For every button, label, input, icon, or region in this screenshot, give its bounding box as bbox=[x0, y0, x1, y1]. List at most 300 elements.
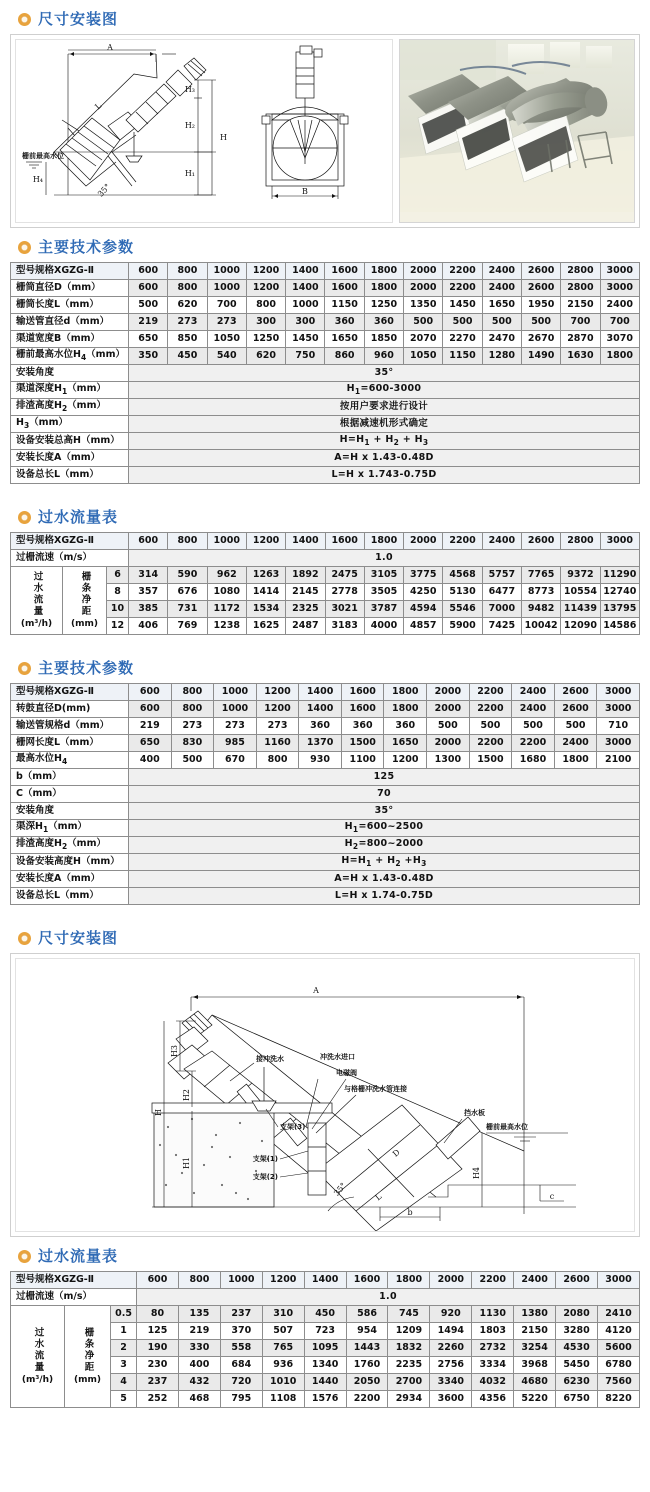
flow-cell: 4250 bbox=[404, 584, 443, 601]
model-col-10: 2600 bbox=[554, 684, 597, 701]
table-row-merged bbox=[11, 365, 640, 382]
table-row-merged bbox=[11, 888, 640, 905]
flow-cell: 237 bbox=[220, 1306, 262, 1323]
label-H4: H4 bbox=[472, 1166, 481, 1180]
flow-cell: 11439 bbox=[561, 601, 600, 618]
model-col-5: 1600 bbox=[346, 1272, 388, 1289]
cell: 3000 bbox=[600, 280, 639, 297]
cell: 2070 bbox=[404, 331, 443, 348]
cell: 1200 bbox=[384, 752, 427, 769]
model-col-4: 1400 bbox=[286, 533, 325, 550]
model-col-2: 1000 bbox=[220, 1272, 262, 1289]
flow-cell: 1010 bbox=[262, 1374, 304, 1391]
ring-bullet-icon bbox=[18, 1250, 31, 1263]
label-water-level: 栅前最高水位 bbox=[22, 152, 64, 160]
flow-cell: 558 bbox=[220, 1340, 262, 1357]
merged-value: 根据减速机形式确定 bbox=[129, 416, 640, 433]
flow-cell: 954 bbox=[346, 1323, 388, 1340]
flow-cell: 6230 bbox=[556, 1374, 598, 1391]
table-header-row bbox=[11, 684, 640, 701]
cell: 500 bbox=[482, 314, 521, 331]
flow-cell: 9482 bbox=[522, 601, 561, 618]
flow-cell: 13795 bbox=[600, 601, 639, 618]
flow-cell: 1625 bbox=[246, 618, 285, 635]
flow-cell: 723 bbox=[304, 1323, 346, 1340]
bar-spacing-value: 6 bbox=[107, 567, 129, 584]
flow-cell: 3254 bbox=[514, 1340, 556, 1357]
table-row-merged bbox=[11, 450, 640, 467]
model-col-6: 1800 bbox=[384, 684, 427, 701]
product-photo bbox=[399, 39, 635, 223]
model-col-7: 2000 bbox=[404, 263, 443, 280]
flow-cell: 2145 bbox=[286, 584, 325, 601]
flow-cell: 330 bbox=[178, 1340, 220, 1357]
flow-cell: 4356 bbox=[472, 1391, 514, 1408]
flow-cell: 731 bbox=[168, 601, 207, 618]
model-col-11: 3000 bbox=[597, 684, 640, 701]
flow-cell: 1108 bbox=[262, 1391, 304, 1408]
merged-value: $H=H_1 + H_2 + H_3$ bbox=[129, 433, 640, 450]
label-baffle: 挡水板 bbox=[464, 1109, 485, 1117]
model-col-3: 1200 bbox=[262, 1272, 304, 1289]
label-angle: 35° bbox=[96, 182, 113, 199]
model-label: 型号规格XGZG-Ⅱ bbox=[11, 263, 129, 280]
table-row bbox=[11, 701, 640, 718]
flow-cell: 3787 bbox=[364, 601, 403, 618]
flow-cell: 676 bbox=[168, 584, 207, 601]
merged-value: L=H x 1.74-0.75D bbox=[129, 888, 640, 905]
cell: 273 bbox=[256, 718, 299, 735]
flow-cell: 1760 bbox=[346, 1357, 388, 1374]
section-heading-dim-drawing-2 bbox=[18, 931, 640, 946]
figure-dimension-drawing-1 bbox=[10, 34, 640, 228]
label-A: A bbox=[313, 986, 319, 995]
ring-bullet-icon bbox=[18, 241, 31, 254]
cell: 1370 bbox=[299, 735, 342, 752]
model-col-5: 1600 bbox=[341, 684, 384, 701]
label-solenoid-valve: 电磁阀 bbox=[336, 1069, 357, 1077]
table-row-velocity bbox=[11, 550, 640, 567]
flow-cell: 190 bbox=[137, 1340, 179, 1357]
section-title-text: 主要技术参数 bbox=[38, 659, 135, 677]
drawing-svg-1 bbox=[16, 40, 388, 222]
flow-cell: 1080 bbox=[207, 584, 246, 601]
row-label: 安装长度A（mm） bbox=[11, 450, 129, 467]
flow-cell: 5900 bbox=[443, 618, 482, 635]
model-col-6: 1800 bbox=[388, 1272, 430, 1289]
cell: 300 bbox=[246, 314, 285, 331]
flow-cell: 10554 bbox=[561, 584, 600, 601]
flow-cell: 4120 bbox=[598, 1323, 640, 1340]
flow-cell: 80 bbox=[137, 1306, 179, 1323]
table-row-merged bbox=[11, 769, 640, 786]
section-heading-flow-table-1 bbox=[18, 510, 640, 525]
cell: 600 bbox=[129, 280, 168, 297]
cell: 219 bbox=[129, 314, 168, 331]
model-col-11: 3000 bbox=[598, 1272, 640, 1289]
cell: 2870 bbox=[561, 331, 600, 348]
flow-cell: 3775 bbox=[404, 567, 443, 584]
merged-value: $H_2=800\sim 2000$ bbox=[129, 837, 640, 854]
flow-cell: 3505 bbox=[364, 584, 403, 601]
flow-cell: 5757 bbox=[482, 567, 521, 584]
figure-dimension-drawing-2 bbox=[10, 953, 640, 1237]
section-heading-dim-drawing-1 bbox=[18, 12, 640, 27]
model-col-7: 2000 bbox=[430, 1272, 472, 1289]
row-label: 设备总长L（mm） bbox=[11, 888, 129, 905]
flow-cell: 3183 bbox=[325, 618, 364, 635]
flow-rate-label: 过水流量 (m³/h) bbox=[11, 567, 63, 635]
flow-cell: 432 bbox=[178, 1374, 220, 1391]
cell: 2000 bbox=[404, 280, 443, 297]
cell: 1400 bbox=[286, 280, 325, 297]
cell: 700 bbox=[561, 314, 600, 331]
drawing-svg-2 bbox=[16, 959, 635, 1231]
cell: 1000 bbox=[214, 701, 257, 718]
row-label: 排渣高度$H_2(mm)$ bbox=[11, 399, 129, 416]
table2-body bbox=[11, 684, 640, 905]
cell: 960 bbox=[364, 348, 403, 365]
flow-cell: 7425 bbox=[482, 618, 521, 635]
cell: 2600 bbox=[521, 280, 560, 297]
label-c: c bbox=[549, 1192, 555, 1201]
ring-bullet-icon bbox=[18, 511, 31, 524]
cell: 1250 bbox=[364, 297, 403, 314]
cell: 1500 bbox=[469, 752, 512, 769]
cell: 700 bbox=[207, 297, 246, 314]
cell: 500 bbox=[404, 314, 443, 331]
cell: 1850 bbox=[364, 331, 403, 348]
flow-cell: 1803 bbox=[472, 1323, 514, 1340]
model-col-2: 1000 bbox=[214, 684, 257, 701]
flow-cell: 684 bbox=[220, 1357, 262, 1374]
flow-cell: 3968 bbox=[514, 1357, 556, 1374]
model-col-7: 2000 bbox=[404, 533, 443, 550]
cell: 1200 bbox=[256, 701, 299, 718]
row-label: 渠道深度$H_1(mm)$ bbox=[11, 382, 129, 399]
flow-cell: 5546 bbox=[443, 601, 482, 618]
cell: 2470 bbox=[482, 331, 521, 348]
model-col-2: 1000 bbox=[207, 533, 246, 550]
label-H3: H₃ bbox=[184, 85, 195, 94]
flow-cell: 1172 bbox=[207, 601, 246, 618]
section-title-text: 主要技术参数 bbox=[38, 238, 135, 256]
flow-cell: 2410 bbox=[598, 1306, 640, 1323]
table-row bbox=[11, 348, 640, 365]
label-H2: H2 bbox=[182, 1088, 191, 1102]
label-H3: H3 bbox=[170, 1044, 179, 1058]
cell: 620 bbox=[168, 297, 207, 314]
flow-cell: 12740 bbox=[600, 584, 639, 601]
cell: 930 bbox=[299, 752, 342, 769]
cell: 1450 bbox=[443, 297, 482, 314]
cell: 1650 bbox=[384, 735, 427, 752]
table-technical-parameters-2 bbox=[10, 683, 640, 905]
cell: 830 bbox=[171, 735, 214, 752]
label-H2: H₂ bbox=[184, 121, 195, 130]
flow-cell: 230 bbox=[137, 1357, 179, 1374]
flow-cell: 3340 bbox=[430, 1374, 472, 1391]
cell: 3000 bbox=[597, 701, 640, 718]
flow-cell: 8773 bbox=[522, 584, 561, 601]
table-row-merged bbox=[11, 433, 640, 450]
cell: 1000 bbox=[207, 280, 246, 297]
model-col-9: 2400 bbox=[512, 684, 555, 701]
cell: 1100 bbox=[341, 752, 384, 769]
row-label: 排渣高度$H_2(mm)$ bbox=[11, 837, 129, 854]
flow-cell: 1832 bbox=[388, 1340, 430, 1357]
cell: 1150 bbox=[443, 348, 482, 365]
bar-spacing-label: 栅条净距 (mm) bbox=[65, 1306, 111, 1408]
model-col-7: 2000 bbox=[427, 684, 470, 701]
flow-cell: 10042 bbox=[522, 618, 561, 635]
cell: 1950 bbox=[521, 297, 560, 314]
flow2-body bbox=[11, 1272, 640, 1408]
model-col-2: 1000 bbox=[207, 263, 246, 280]
section-title-text: 过水流量表 bbox=[38, 508, 119, 526]
model-col-12: 3000 bbox=[600, 533, 639, 550]
merged-value: 35° bbox=[129, 365, 640, 382]
cell: 2100 bbox=[597, 752, 640, 769]
cell: 350 bbox=[129, 348, 168, 365]
table-row bbox=[11, 1306, 640, 1323]
model-col-1: 800 bbox=[168, 533, 207, 550]
flow-cell: 4530 bbox=[556, 1340, 598, 1357]
cell: 360 bbox=[299, 718, 342, 735]
table-row-merged bbox=[11, 854, 640, 871]
flow-cell: 4594 bbox=[404, 601, 443, 618]
section-heading-tech-params-2 bbox=[18, 661, 640, 676]
table-row bbox=[11, 331, 640, 348]
label-B: B bbox=[302, 187, 308, 196]
label-b: b bbox=[407, 1208, 413, 1217]
label-H1: H₁ bbox=[184, 169, 195, 178]
merged-value: $H_1=600\sim 2500$ bbox=[129, 820, 640, 837]
cell: 1350 bbox=[404, 297, 443, 314]
model-col-10: 2600 bbox=[556, 1272, 598, 1289]
flow-cell: 310 bbox=[262, 1306, 304, 1323]
row-label: 转鼓直径D(mm) bbox=[11, 701, 129, 718]
flow-cell: 7765 bbox=[522, 567, 561, 584]
label-A: A bbox=[107, 43, 113, 52]
table-row bbox=[11, 314, 640, 331]
cell: 1050 bbox=[207, 331, 246, 348]
row-label: 安装长度A（mm） bbox=[11, 871, 129, 888]
flow-cell: 6477 bbox=[482, 584, 521, 601]
cell: 800 bbox=[171, 701, 214, 718]
cell: 500 bbox=[171, 752, 214, 769]
model-col-5: 1600 bbox=[325, 263, 364, 280]
cell: 1800 bbox=[384, 701, 427, 718]
cell: 1800 bbox=[554, 752, 597, 769]
cell: 2150 bbox=[561, 297, 600, 314]
flow-cell: 1534 bbox=[246, 601, 285, 618]
table-row-velocity bbox=[11, 1289, 640, 1306]
cell: 620 bbox=[246, 348, 285, 365]
flow-cell: 5450 bbox=[556, 1357, 598, 1374]
cell: 2000 bbox=[427, 701, 470, 718]
section-title-text: 尺寸安装图 bbox=[38, 10, 119, 28]
cell: 1300 bbox=[427, 752, 470, 769]
cell: 2670 bbox=[521, 331, 560, 348]
bar-spacing-value: 3 bbox=[111, 1357, 137, 1374]
flow-cell: 370 bbox=[220, 1323, 262, 1340]
flow-cell: 12090 bbox=[561, 618, 600, 635]
flow-cell: 468 bbox=[178, 1391, 220, 1408]
flow1-body bbox=[11, 533, 640, 635]
cell: 3000 bbox=[597, 735, 640, 752]
bar-spacing-value: 5 bbox=[111, 1391, 137, 1408]
row-label: 栅前最高水位$H_4(mm)$ bbox=[11, 348, 129, 365]
table-row-merged bbox=[11, 786, 640, 803]
model-col-9: 2400 bbox=[482, 533, 521, 550]
model-label: 型号规格XGZG-Ⅱ bbox=[11, 533, 129, 550]
cell: 3070 bbox=[600, 331, 639, 348]
cell: 710 bbox=[597, 718, 640, 735]
cell: 1200 bbox=[246, 280, 285, 297]
row-label: 设备安装高度H（mm） bbox=[11, 854, 129, 871]
bar-spacing-value: 4 bbox=[111, 1374, 137, 1391]
bar-spacing-label: 栅条净距 (mm) bbox=[63, 567, 107, 635]
flow-cell: 2050 bbox=[346, 1374, 388, 1391]
flow-cell: 3334 bbox=[472, 1357, 514, 1374]
row-label: 栅筒直径D（mm） bbox=[11, 280, 129, 297]
flow-cell: 920 bbox=[430, 1306, 472, 1323]
flow-cell: 4857 bbox=[404, 618, 443, 635]
flow-cell: 4568 bbox=[443, 567, 482, 584]
cell: 1000 bbox=[286, 297, 325, 314]
document-page bbox=[0, 12, 650, 1418]
table-row bbox=[11, 752, 640, 769]
merged-value: $H_1=600-3000$ bbox=[129, 382, 640, 399]
cell: 2200 bbox=[469, 701, 512, 718]
label-D: D bbox=[391, 1147, 402, 1159]
label-angle: 35° bbox=[332, 1181, 349, 1198]
flow-cell: 1494 bbox=[430, 1323, 472, 1340]
flow-cell: 135 bbox=[178, 1306, 220, 1323]
model-col-0: 600 bbox=[129, 263, 168, 280]
cell: 273 bbox=[214, 718, 257, 735]
flow-cell: 1209 bbox=[388, 1323, 430, 1340]
row-label: $H_3(mm)$ bbox=[11, 416, 129, 433]
merged-value: 按用户要求进行设计 bbox=[129, 399, 640, 416]
merged-value: A=H x 1.43-0.48D bbox=[129, 450, 640, 467]
model-col-0: 600 bbox=[129, 684, 172, 701]
table-row bbox=[11, 297, 640, 314]
cell: 500 bbox=[521, 314, 560, 331]
flow-cell: 2260 bbox=[430, 1340, 472, 1357]
merged-value: L=H x 1.743-0.75D bbox=[129, 467, 640, 484]
cell: 800 bbox=[256, 752, 299, 769]
flow-rate-label: 过水流量 (m³/h) bbox=[11, 1306, 65, 1408]
flow-cell: 6750 bbox=[556, 1391, 598, 1408]
cell: 2600 bbox=[554, 701, 597, 718]
cell: 800 bbox=[246, 297, 285, 314]
cell: 219 bbox=[129, 718, 172, 735]
cell: 860 bbox=[325, 348, 364, 365]
table-row-merged bbox=[11, 871, 640, 888]
table-row bbox=[11, 567, 640, 584]
flow-cell: 745 bbox=[388, 1306, 430, 1323]
model-col-11: 2800 bbox=[561, 533, 600, 550]
cell: 360 bbox=[384, 718, 427, 735]
cell: 2400 bbox=[600, 297, 639, 314]
cell: 1150 bbox=[325, 297, 364, 314]
cell: 1050 bbox=[404, 348, 443, 365]
flow-cell: 406 bbox=[129, 618, 168, 635]
section-heading-flow-table-2 bbox=[18, 1249, 640, 1264]
flow-cell: 1440 bbox=[304, 1374, 346, 1391]
flow-cell: 450 bbox=[304, 1306, 346, 1323]
row-label: C（mm） bbox=[11, 786, 129, 803]
row-label: 最高水位$H_4$ bbox=[11, 752, 129, 769]
model-col-8: 2200 bbox=[469, 684, 512, 701]
flow-cell: 765 bbox=[262, 1340, 304, 1357]
flow-cell: 1238 bbox=[207, 618, 246, 635]
flow-cell: 7560 bbox=[598, 1374, 640, 1391]
table-row-merged bbox=[11, 837, 640, 854]
flow-cell: 590 bbox=[168, 567, 207, 584]
cell: 1280 bbox=[482, 348, 521, 365]
cell: 750 bbox=[286, 348, 325, 365]
flow-cell: 9372 bbox=[561, 567, 600, 584]
bar-spacing-value: 8 bbox=[107, 584, 129, 601]
table-header-row bbox=[11, 533, 640, 550]
cell: 985 bbox=[214, 735, 257, 752]
model-col-9: 2400 bbox=[514, 1272, 556, 1289]
model-col-3: 1200 bbox=[256, 684, 299, 701]
cell: 360 bbox=[325, 314, 364, 331]
cell: 1490 bbox=[521, 348, 560, 365]
cell: 2800 bbox=[561, 280, 600, 297]
ring-bullet-icon bbox=[18, 932, 31, 945]
flow-cell: 14586 bbox=[600, 618, 639, 635]
flow-cell: 2756 bbox=[430, 1357, 472, 1374]
model-col-9: 2400 bbox=[482, 263, 521, 280]
cell: 1650 bbox=[325, 331, 364, 348]
table-row-merged bbox=[11, 467, 640, 484]
row-label: 渠深$H_1(mm)$ bbox=[11, 820, 129, 837]
model-col-6: 1800 bbox=[364, 263, 403, 280]
label-wash-water-connect: 接冲洗水 bbox=[256, 1055, 284, 1063]
row-label: 栅筒长度L（mm） bbox=[11, 297, 129, 314]
model-col-5: 1600 bbox=[325, 533, 364, 550]
velocity-label: 过栅流速（m/s） bbox=[11, 550, 129, 567]
label-grid-wash-pipe: 与格栅冲洗水管连接 bbox=[344, 1085, 407, 1093]
cell: 1450 bbox=[286, 331, 325, 348]
section-title-text: 尺寸安装图 bbox=[38, 929, 119, 947]
cell: 1800 bbox=[364, 280, 403, 297]
flow-cell: 5220 bbox=[514, 1391, 556, 1408]
flow-cell: 1263 bbox=[246, 567, 285, 584]
row-label: 设备安装总高H（mm） bbox=[11, 433, 129, 450]
table1-body bbox=[11, 263, 640, 484]
model-col-0: 600 bbox=[137, 1272, 179, 1289]
cell: 1500 bbox=[341, 735, 384, 752]
cell: 1600 bbox=[341, 701, 384, 718]
cell: 1600 bbox=[325, 280, 364, 297]
label-support1: 支架(1) bbox=[252, 1155, 278, 1163]
model-col-1: 800 bbox=[178, 1272, 220, 1289]
velocity-value: 1.0 bbox=[137, 1289, 640, 1306]
model-col-8: 2200 bbox=[443, 263, 482, 280]
cell: 1400 bbox=[299, 701, 342, 718]
model-col-0: 600 bbox=[129, 533, 168, 550]
merged-value: A=H x 1.43-0.48D bbox=[129, 871, 640, 888]
table-flow-rate-1 bbox=[10, 532, 640, 635]
label-water-level: 栅前最高水位 bbox=[486, 1123, 528, 1131]
flow-cell: 314 bbox=[129, 567, 168, 584]
